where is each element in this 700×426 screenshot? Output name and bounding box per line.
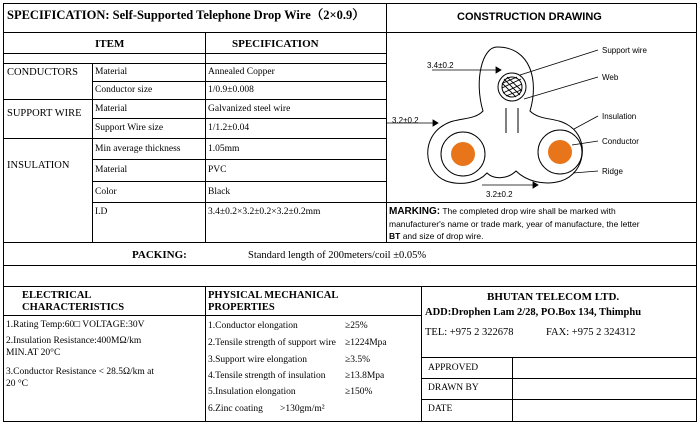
dim-bottom-arrow bbox=[533, 182, 538, 188]
col-item-header: ITEM bbox=[95, 38, 125, 50]
row-label: Material bbox=[95, 67, 128, 77]
mech-title-line bbox=[205, 315, 421, 316]
mech-item-label: 2.Tensile strength of support wire bbox=[208, 338, 336, 348]
label-support-wire: Support wire bbox=[602, 46, 647, 55]
bottom-col-line bbox=[205, 286, 206, 422]
label-ridge: Ridge bbox=[602, 167, 623, 176]
label-insulation: Insulation bbox=[602, 112, 637, 121]
marking-label: MARKING: bbox=[389, 206, 441, 217]
row-value: 1.05mm bbox=[208, 144, 240, 154]
mech-title1: PHYSICAL MECHANICAL bbox=[208, 290, 339, 301]
col-header-divider bbox=[3, 53, 386, 54]
drawn-by-label: DRAWN BY bbox=[428, 383, 479, 393]
col-header-sep bbox=[205, 32, 206, 63]
marking-top-line bbox=[386, 202, 697, 203]
company-address: ADD:Drophen Lam 2/28, PO.Box 134, Thimphu bbox=[425, 307, 642, 318]
group-insulation: INSULATION bbox=[7, 160, 70, 171]
leader-support bbox=[520, 50, 598, 75]
group-conductors: CONDUCTORS bbox=[7, 67, 78, 78]
company-name: BHUTAN TELECOM LTD. bbox=[487, 291, 620, 303]
row-label: Material bbox=[95, 104, 128, 114]
approval-line bbox=[421, 399, 697, 400]
leader-web bbox=[524, 77, 598, 99]
packing-value: Standard length of 200meters/coil ±0.05% bbox=[248, 250, 427, 261]
row-label: I.D bbox=[95, 207, 108, 217]
row-label: Conductor size bbox=[95, 85, 153, 95]
mech-item-label: 4.Tensile strength of insulation bbox=[208, 371, 326, 381]
marking-text3: and size of drop wire. bbox=[400, 231, 484, 241]
mech-item-label: 5.Insulation elongation bbox=[208, 387, 296, 397]
col-line bbox=[92, 63, 93, 242]
date-label: DATE bbox=[428, 404, 453, 414]
label-conductor: Conductor bbox=[602, 137, 639, 146]
group-support-wire: SUPPORT WIRE bbox=[7, 108, 82, 119]
mech-item-value: ≥150% bbox=[345, 387, 373, 397]
row-value: 3.4±0.2×3.2±0.2×3.2±0.2mm bbox=[208, 207, 321, 217]
row-line bbox=[92, 159, 386, 160]
mech-item-label: 6.Zinc coating bbox=[208, 404, 263, 414]
row-line bbox=[3, 63, 386, 64]
mech-item-value: ≥3.5% bbox=[345, 355, 371, 365]
elec-line: 1.Rating Temp:60□ VOLTAGE:30V bbox=[6, 320, 145, 330]
company-fax: FAX: +975 2 324312 bbox=[546, 327, 636, 338]
row-value: PVC bbox=[208, 165, 227, 175]
row-value: Galvanized steel wire bbox=[208, 104, 291, 114]
approval-line bbox=[421, 378, 697, 379]
dim-top-arrow bbox=[496, 67, 501, 73]
col-spec-header: SPECIFICATION bbox=[232, 38, 319, 50]
marking-line1 bbox=[389, 205, 616, 218]
row-line bbox=[3, 138, 386, 139]
row-label: Min average thickness bbox=[95, 144, 181, 154]
row-value: Annealed Copper bbox=[208, 67, 275, 77]
mech-title2: PROPERTIES bbox=[208, 302, 275, 313]
dim-top-label: 3.4±0.2 bbox=[427, 61, 454, 70]
marking-text1: The completed drop wire shall be marked with bbox=[442, 206, 616, 216]
drawing-title: CONSTRUCTION DRAWING bbox=[457, 11, 602, 23]
dim-left-label: 3.2±0.2 bbox=[392, 116, 419, 125]
elec-title1: ELECTRICAL bbox=[22, 290, 92, 301]
dim-left-arrow bbox=[433, 120, 438, 126]
mech-item-label: 1.Conductor elongation bbox=[208, 321, 298, 331]
elec-title-line bbox=[3, 315, 205, 316]
row-line bbox=[92, 181, 386, 182]
row-value: 1/0.9±0.008 bbox=[208, 85, 254, 95]
leader-insulation bbox=[574, 116, 598, 129]
marking-line2: manufacturer's name or trade mark, year of manufacture, the letter bbox=[389, 219, 640, 229]
support-wire-core bbox=[502, 77, 522, 97]
mech-item-value: >130gm/m² bbox=[280, 404, 325, 414]
mech-item-value: ≥13.8Mpa bbox=[345, 371, 385, 381]
mech-item-label: 3.Support wire elongation bbox=[208, 355, 307, 365]
row-line bbox=[92, 118, 386, 119]
packing-label: PACKING: bbox=[132, 249, 187, 261]
bottom-col-line bbox=[421, 286, 422, 422]
section-line bbox=[3, 286, 697, 287]
elec-line: 2.Insulation Resistance:400MΩ/km bbox=[6, 336, 142, 346]
row-label: Material bbox=[95, 165, 128, 175]
row-line bbox=[3, 99, 386, 100]
row-value: Black bbox=[208, 187, 231, 197]
label-web: Web bbox=[602, 73, 619, 82]
packing-bottom-line bbox=[3, 265, 697, 266]
row-value: 1/1.2±0.04 bbox=[208, 123, 250, 133]
row-label: Color bbox=[95, 187, 117, 197]
elec-line: 20 °C bbox=[6, 379, 29, 389]
dim-bottom-label: 3.2±0.2 bbox=[486, 190, 513, 199]
approval-top-line bbox=[421, 357, 697, 358]
elec-line: MIN.AT 20°C bbox=[6, 348, 61, 358]
mech-item-value: ≥1224Mpa bbox=[345, 338, 387, 348]
leader-conductor bbox=[572, 141, 598, 145]
col-line bbox=[205, 63, 206, 242]
mech-item-value: ≥25% bbox=[345, 321, 368, 331]
row-line bbox=[92, 202, 386, 203]
spec-title: SPECIFICATION: Self-Supported Telephone Drop Wire（2×0.9） bbox=[7, 8, 365, 22]
marking-line3 bbox=[389, 230, 484, 242]
construction-drawing bbox=[386, 33, 696, 202]
conductor-left bbox=[451, 142, 475, 166]
row-label: Support Wire size bbox=[95, 123, 164, 133]
leader-ridge bbox=[573, 171, 598, 173]
elec-line: 3.Conductor Resistance < 28.5Ω/km at bbox=[6, 367, 155, 377]
row-line bbox=[92, 81, 386, 82]
marking-bt: BT bbox=[389, 231, 401, 241]
approval-col-line bbox=[512, 357, 513, 422]
conductor-right bbox=[548, 140, 572, 164]
web-lines bbox=[506, 108, 518, 133]
row-line bbox=[3, 242, 697, 243]
company-tel: TEL: +975 2 322678 bbox=[425, 327, 514, 338]
elec-title2: CHARACTERISTICS bbox=[22, 302, 125, 313]
approved-label: APPROVED bbox=[428, 363, 479, 373]
